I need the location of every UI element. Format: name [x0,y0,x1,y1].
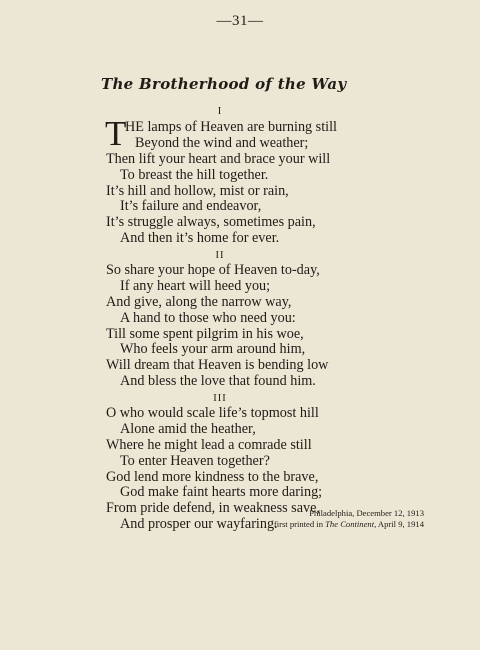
attribution-place-date: Philadelphia, December 12, 1913 [309,508,424,518]
stanza-2-line-4: A hand to those who need you: [120,309,296,326]
stanza-1-line-8: And then it’s home for ever. [120,230,280,247]
stanza-3-line-1: O who would scale life’s topmost hill [106,405,319,421]
section-numeral-3: III [213,393,227,404]
attribution-publication: The Continent [325,518,375,529]
first-line-text: HE lamps of Heaven are burning still [125,119,337,135]
stanza-2-line-8: And bless the love that found him. [120,373,316,390]
stanza-1 [105,114,436,247]
stanza-2-line-2: If any heart will heed you; [120,277,271,294]
attribution-printed-prefix: first printed in [273,518,326,529]
stanza-2-line-5: Till some spent pilgrim in his woe, [106,325,304,342]
stanza-3-line-3: Where he might lead a comrade still [106,436,312,453]
stanza-2-line-1: So share your hope of Heaven to-day, [106,262,320,278]
stanza-3-line-8: And prosper our wayfaring. [120,516,278,533]
section-numeral-2: II [215,250,225,261]
stanza-3-line-5: God lend more kindness to the brave, [106,468,319,485]
page-number: —31— [216,13,264,29]
stanza-3-line-4: To enter Heaven together? [120,452,270,469]
stanza-2-line-7: Will dream that Heaven is bending low [106,357,329,374]
stanza-1-line-3: Then lift your heart and brace your will [106,150,331,167]
stanza-2 [106,263,436,390]
stanza-2-line-3: And give, along the narrow way, [106,293,292,310]
stanza-1-line-6: It’s failure and endeavor, [120,198,262,215]
stanza-1-line-5: It’s hill and hollow, mist or rain, [106,182,289,199]
poem-title: The Brotherhood of the Way [101,75,347,93]
attribution-printed-date: , April 9, 1914 [374,518,424,529]
stanza-1-line-2: Beyond the wind and weather; [135,134,309,151]
attribution-printed [124,519,424,530]
drop-cap: T [105,114,127,153]
stanza-2-line-6: Who feels your arm around him, [120,341,306,358]
section-numeral-1: I [217,106,223,117]
stanza-1-line-7: It’s struggle always, sometimes pain, [106,214,316,231]
stanza-3-line-7: From pride defend, in weakness save, [106,500,320,517]
stanza-1-line-4: To breast the hill together. [120,166,269,183]
attribution [124,508,424,529]
stanza-3-line-6: God make faint hearts more daring; [120,484,323,501]
stanza-3-line-2: Alone amid the heather, [120,420,256,437]
